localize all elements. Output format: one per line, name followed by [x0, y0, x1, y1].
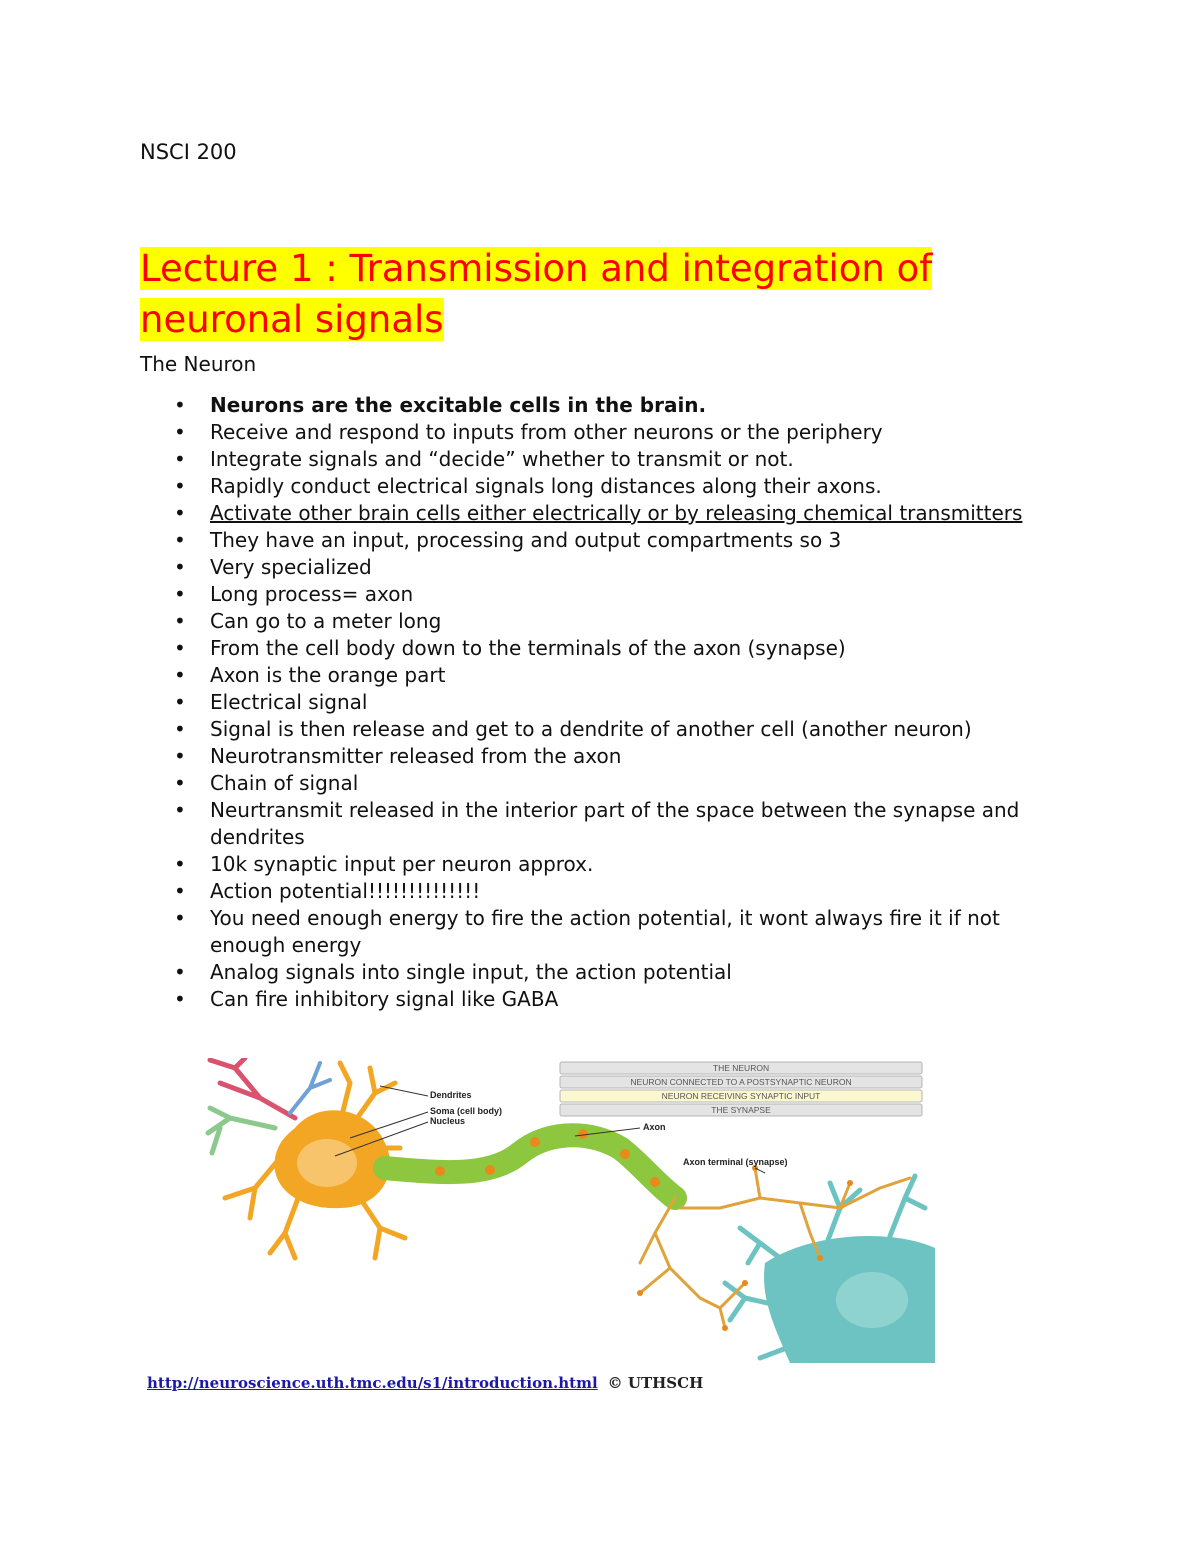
label-nucleus: Nucleus: [430, 1116, 466, 1126]
postsynaptic-neuron: [725, 1176, 935, 1363]
axon: [385, 1129, 675, 1198]
list-item: • They have an input, processing and output compartments so 3: [140, 527, 1070, 554]
neuron-diagram: [200, 1058, 935, 1363]
lecture-title-text: Lecture 1 : Transmission and integration of neuronal signals: [140, 247, 933, 341]
list-item: • Activate other brain cells either electrically or by releasing chemical transmitters: [140, 500, 1070, 527]
label-dendrites: Dendrites: [430, 1090, 472, 1100]
list-item: • Long process= axon: [140, 581, 1070, 608]
list-item: • Neurtransmit released in the interior part of the space between the synapse and dendrites: [140, 797, 1070, 851]
bullet-list: [140, 392, 1070, 1013]
list-item: • Receive and respond to inputs from other neurons or the periphery: [140, 419, 1070, 446]
menu-button-receiving[interactable]: NEURON RECEIVING SYNAPTIC INPUT: [661, 1091, 821, 1101]
list-item: • Action potential!!!!!!!!!!!!!!: [140, 878, 1070, 905]
list-item: • Chain of signal: [140, 770, 1070, 797]
list-item: • Can go to a meter long: [140, 608, 1070, 635]
list-item: • Neurons are the excitable cells in the brain.: [140, 392, 1070, 419]
menu-button-connected[interactable]: NEURON CONNECTED TO A POSTSYNAPTIC NEURON: [630, 1077, 852, 1087]
menu-button-synapse[interactable]: THE SYNAPSE: [711, 1105, 771, 1115]
menu-button-the-neuron[interactable]: THE NEURON: [712, 1063, 770, 1073]
course-code: NSCI 200: [140, 140, 237, 164]
label-axon: Axon: [643, 1122, 666, 1132]
list-item: • From the cell body down to the terminals of the axon (synapse): [140, 635, 1070, 662]
label-soma: Soma (cell body): [430, 1106, 503, 1116]
list-item: • 10k synaptic input per neuron approx.: [140, 851, 1070, 878]
lecture-title: [140, 243, 1040, 345]
list-item: • Analog signals into single input, the action potential: [140, 959, 1070, 986]
figure-menu: [560, 1062, 922, 1116]
list-item: • Signal is then release and get to a dendrite of another cell (another neuron): [140, 716, 1070, 743]
source-link[interactable]: http://neuroscience.uth.tmc.edu/s1/introduction.html: [147, 1374, 598, 1392]
soma: [274, 1110, 390, 1208]
list-item: • Neurotransmitter released from the axon: [140, 743, 1070, 770]
list-item: • Can fire inhibitory signal like GABA: [140, 986, 1070, 1013]
figure-caption: [147, 1374, 703, 1392]
list-item: • Integrate signals and “decide” whether to transmit or not.: [140, 446, 1070, 473]
list-item: • Axon is the orange part: [140, 662, 1070, 689]
section-subtitle: The Neuron: [140, 352, 257, 376]
list-item: • Rapidly conduct electrical signals long distances along their axons.: [140, 473, 1070, 500]
list-item: • You need enough energy to fire the action potential, it wont always fire it if not enough energy: [140, 905, 1070, 959]
list-item: • Electrical signal: [140, 689, 1070, 716]
list-item: • Very specialized: [140, 554, 1070, 581]
copyright-text: © UTHSCH: [607, 1374, 704, 1392]
label-axon-terminal: Axon terminal (synapse): [683, 1157, 788, 1167]
